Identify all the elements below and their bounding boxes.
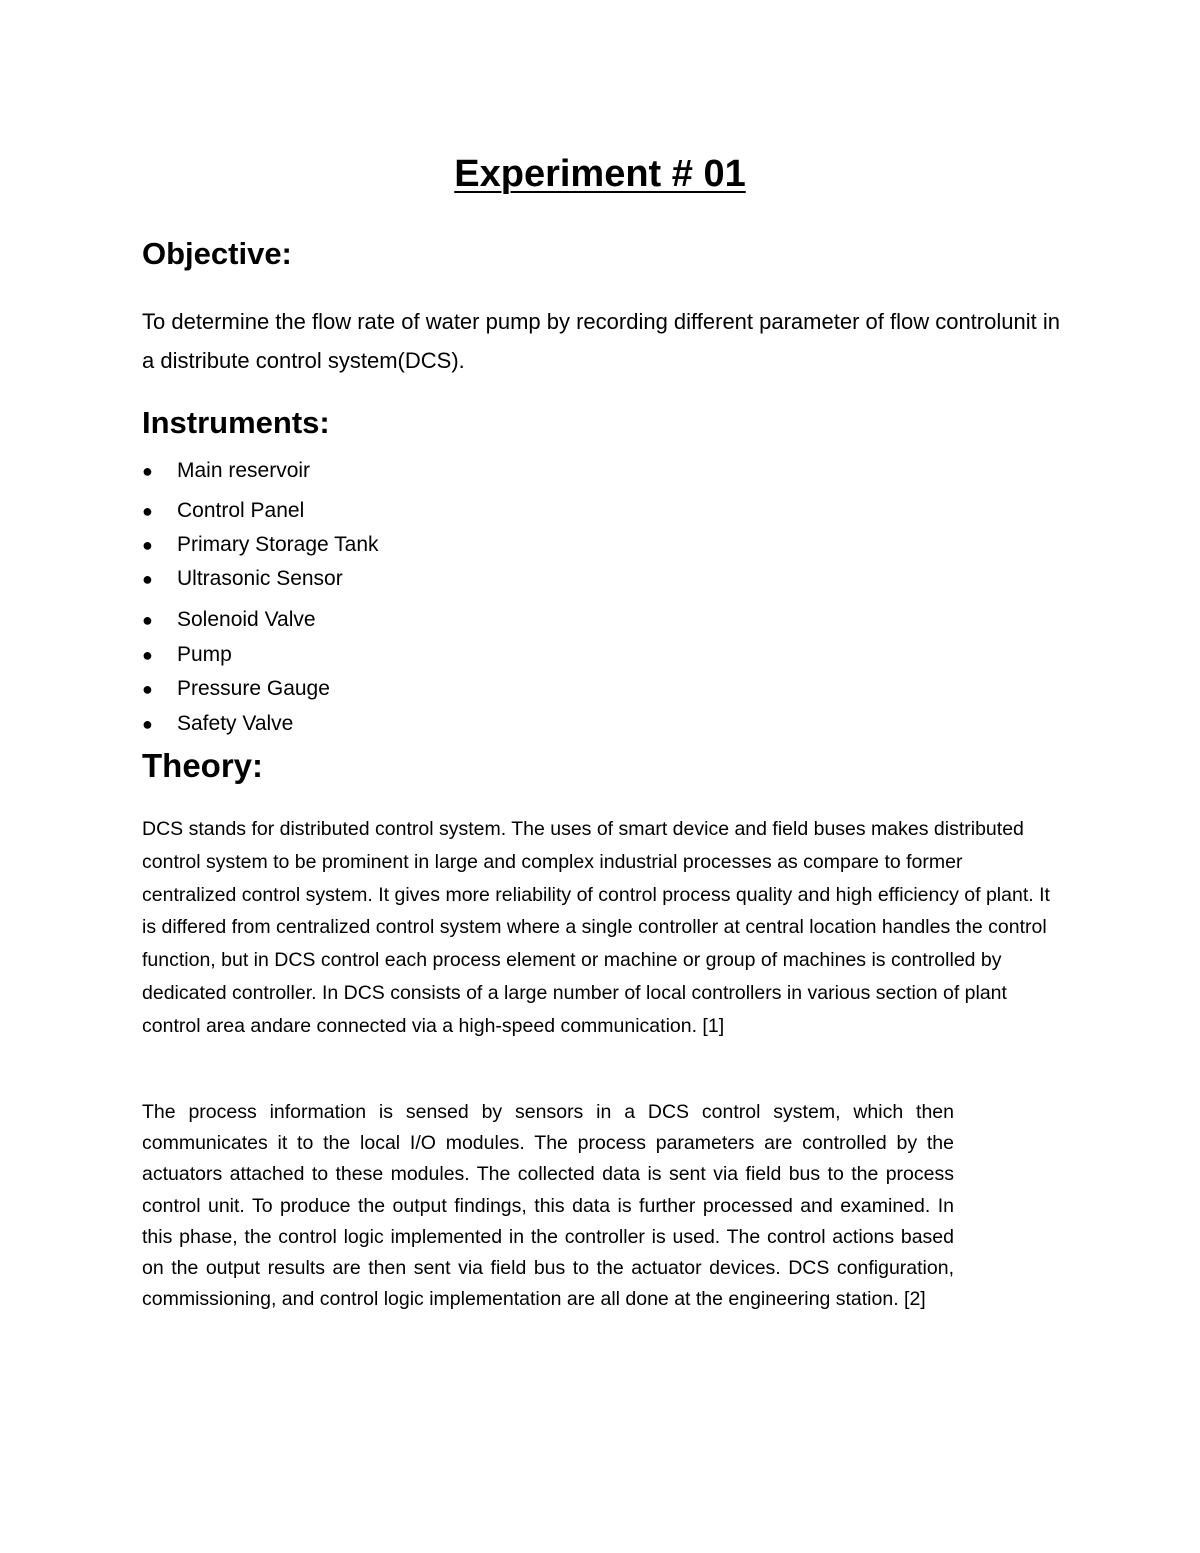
- bullet-icon: ●: [142, 501, 153, 521]
- list-item-label: Pump: [177, 643, 232, 666]
- list-item: [142, 565, 343, 593]
- theory-heading: Theory:: [142, 747, 264, 784]
- bullet-icon: ●: [142, 714, 153, 734]
- list-item-label: Control Panel: [177, 499, 305, 522]
- page-title-text: Experiment # 01: [454, 153, 746, 195]
- list-item-label: Main reservoir: [177, 459, 311, 482]
- list-item-label: Safety Valve: [177, 712, 294, 735]
- list-item: [142, 531, 379, 559]
- bullet-icon: ●: [142, 535, 153, 555]
- theory-paragraph-2: The process information is sensed by sensors in a DCS control system, which then communicates it to the local I/O modules. The process parameters are controlled by the actuators attached to these modules. The collected data is sent via field bus to the process control unit. To produce the output findings, this data is further processed and examined. In this phase, the control logic implemented in the controller is used. The control actions based on the output results are then sent via field bus to the actuator devices. DCS configuration, commissioning, and control logic implementation are all done at the engineering station. [2]: [142, 1101, 954, 1311]
- list-item: [142, 710, 293, 738]
- list-item: [142, 641, 232, 669]
- list-item: [142, 457, 310, 485]
- list-item: [142, 675, 330, 703]
- list-item: [142, 497, 304, 525]
- objective-text: To determine the flow rate of water pump by recording different parameter of flow controlunit in a distribute control system(DCS).: [142, 309, 1060, 373]
- bullet-icon: ●: [142, 461, 153, 481]
- theory-paragraph-1: DCS stands for distributed control system. The uses of smart device and field buses makes distributed control system to be prominent in large and complex industrial processes as compare to former centralized control system. It gives more reliability of control process quality and high efficiency of plant. It is differed from centralized control system where a single controller at central location handles the control function, but in DCS control each process element or machine or group of machines is controlled by dedicated controller. In DCS consists of a large number of local controllers in various section of plant control area andare connected via a high-speed communication. [1]: [142, 818, 1050, 1037]
- bullet-icon: ●: [142, 610, 153, 630]
- list-item: [142, 606, 316, 634]
- list-item-label: Ultrasonic Sensor: [177, 567, 343, 590]
- list-item-label: Pressure Gauge: [177, 677, 330, 700]
- list-item-label: Solenoid Valve: [177, 608, 316, 631]
- instruments-list: [142, 0, 742, 760]
- bullet-icon: ●: [142, 679, 153, 699]
- bullet-icon: ●: [142, 645, 153, 665]
- list-item-label: Primary Storage Tank: [177, 533, 379, 556]
- objective-heading: Objective:: [142, 236, 292, 271]
- bullet-icon: ●: [142, 569, 153, 589]
- instruments-heading: Instruments:: [142, 405, 330, 440]
